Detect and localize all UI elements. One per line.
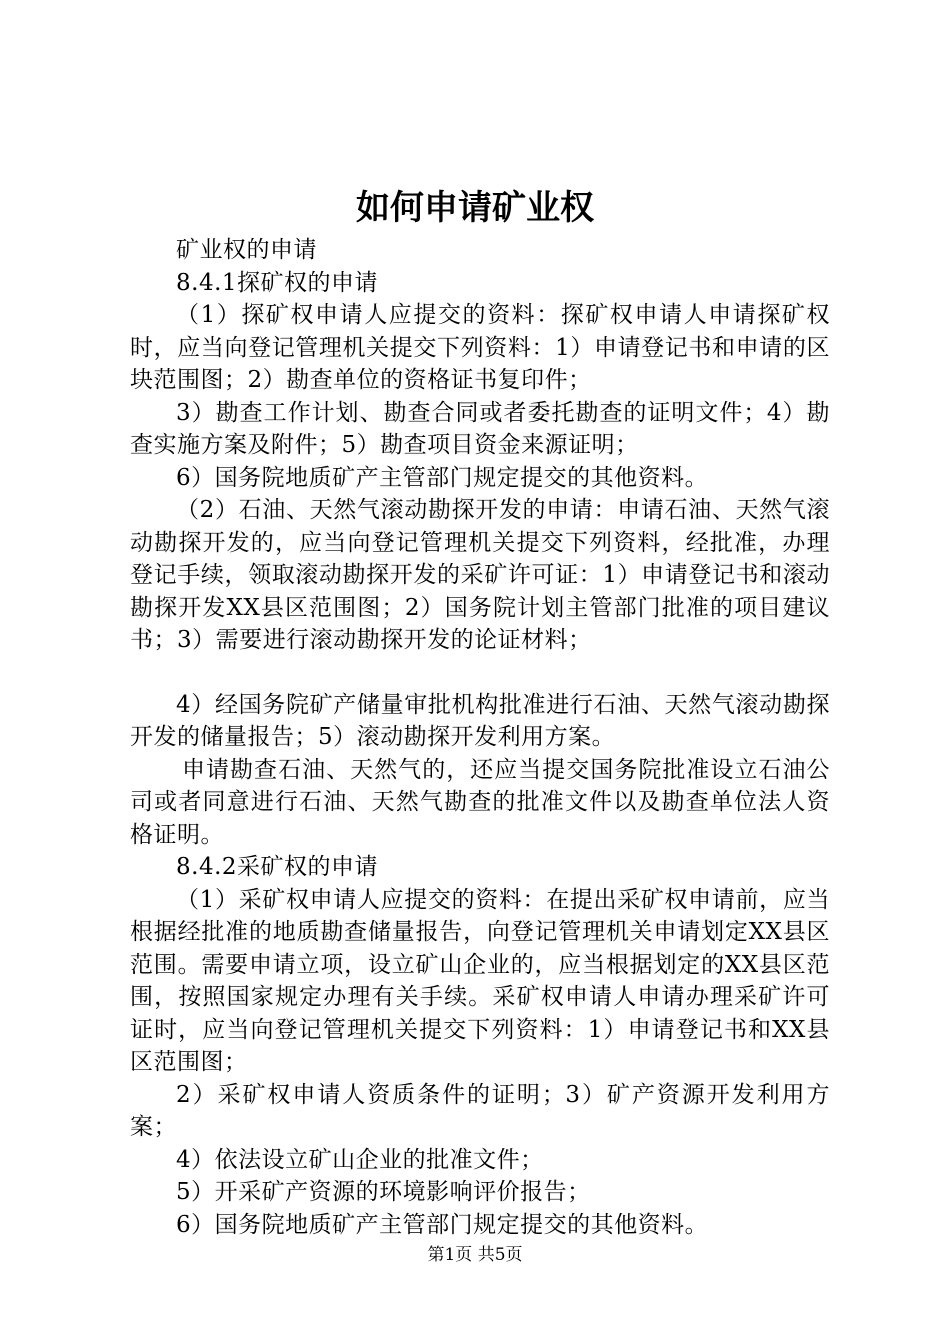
page-number-footer: 第1页 共5页 (427, 1245, 523, 1265)
document-body (130, 234, 830, 1241)
paragraph: 3）勘查工作计划、勘查合同或者委托勘查的证明文件；4）勘查实施方案及附件；5）勘查项目资金来源证明； (130, 399, 830, 458)
paragraph: 矿业权的申请 (176, 237, 317, 263)
paragraph: 6）国务院地质矿产主管部门规定提交的其他资料。 (176, 1211, 709, 1238)
blank-line (130, 657, 830, 689)
paragraph: （1）探矿权申请人应提交的资料：探矿权申请人申请探矿权时，应当向登记管理机关提交下列资料：1）申请登记书和申请的区块范围图；2）勘查单位的资格证书复印件； (130, 302, 830, 393)
section-heading: 8.4.2采矿权的申请 (176, 854, 379, 880)
paragraph: 4）经国务院矿产储量审批机构批准进行石油、天然气滚动勘探开发的储量报告；5）滚动勘探开发利用方案。 (130, 691, 830, 750)
paragraph: （2）石油、天然气滚动勘探开发的申请：申请石油、天然气滚动勘探开发的，应当向登记管理机关提交下列资料，经批准，办理登记手续，领取滚动勘探开发的采矿许可证：1）申请登记书和滚动勘探开发XX县区范围图；2）国务院计划主管部门批准的项目建议书；3）需要进行滚动勘探开发的论证材料； (130, 497, 830, 653)
paragraph: 2）采矿权申请人资质条件的证明；3）矿产资源开发利用方案； (130, 1081, 830, 1140)
paragraph: （1）采矿权申请人应提交的资料：在提出采矿权申请前，应当根据经批准的地质勘查储量报告，向登记管理机关申请划定XX县区范围。需要申请立项，设立矿山企业的，应当根据划定的XX县区范围，按照国家规定办理有关手续。采矿权申请人申请办理采矿许可证时，应当向登记管理机关提交下列资料：1）申请登记书和XX县区范围图； (130, 886, 830, 1075)
paragraph: 6）国务院地质矿产主管部门规定提交的其他资料。 (176, 464, 709, 491)
paragraph: 5）开采矿产资源的环境影响评价报告； (176, 1179, 591, 1205)
document-title: 如何申请矿业权 (356, 188, 594, 228)
paragraph: 4）依法设立矿山企业的批准文件； (176, 1146, 544, 1173)
section-heading: 8.4.1探矿权的申请 (176, 269, 379, 296)
paragraph: 申请勘查石油、天然气的，还应当提交国务院批准设立石油公司或者同意进行石油、天然气勘查的批准文件以及勘查单位法人资格证明。 (130, 756, 830, 848)
